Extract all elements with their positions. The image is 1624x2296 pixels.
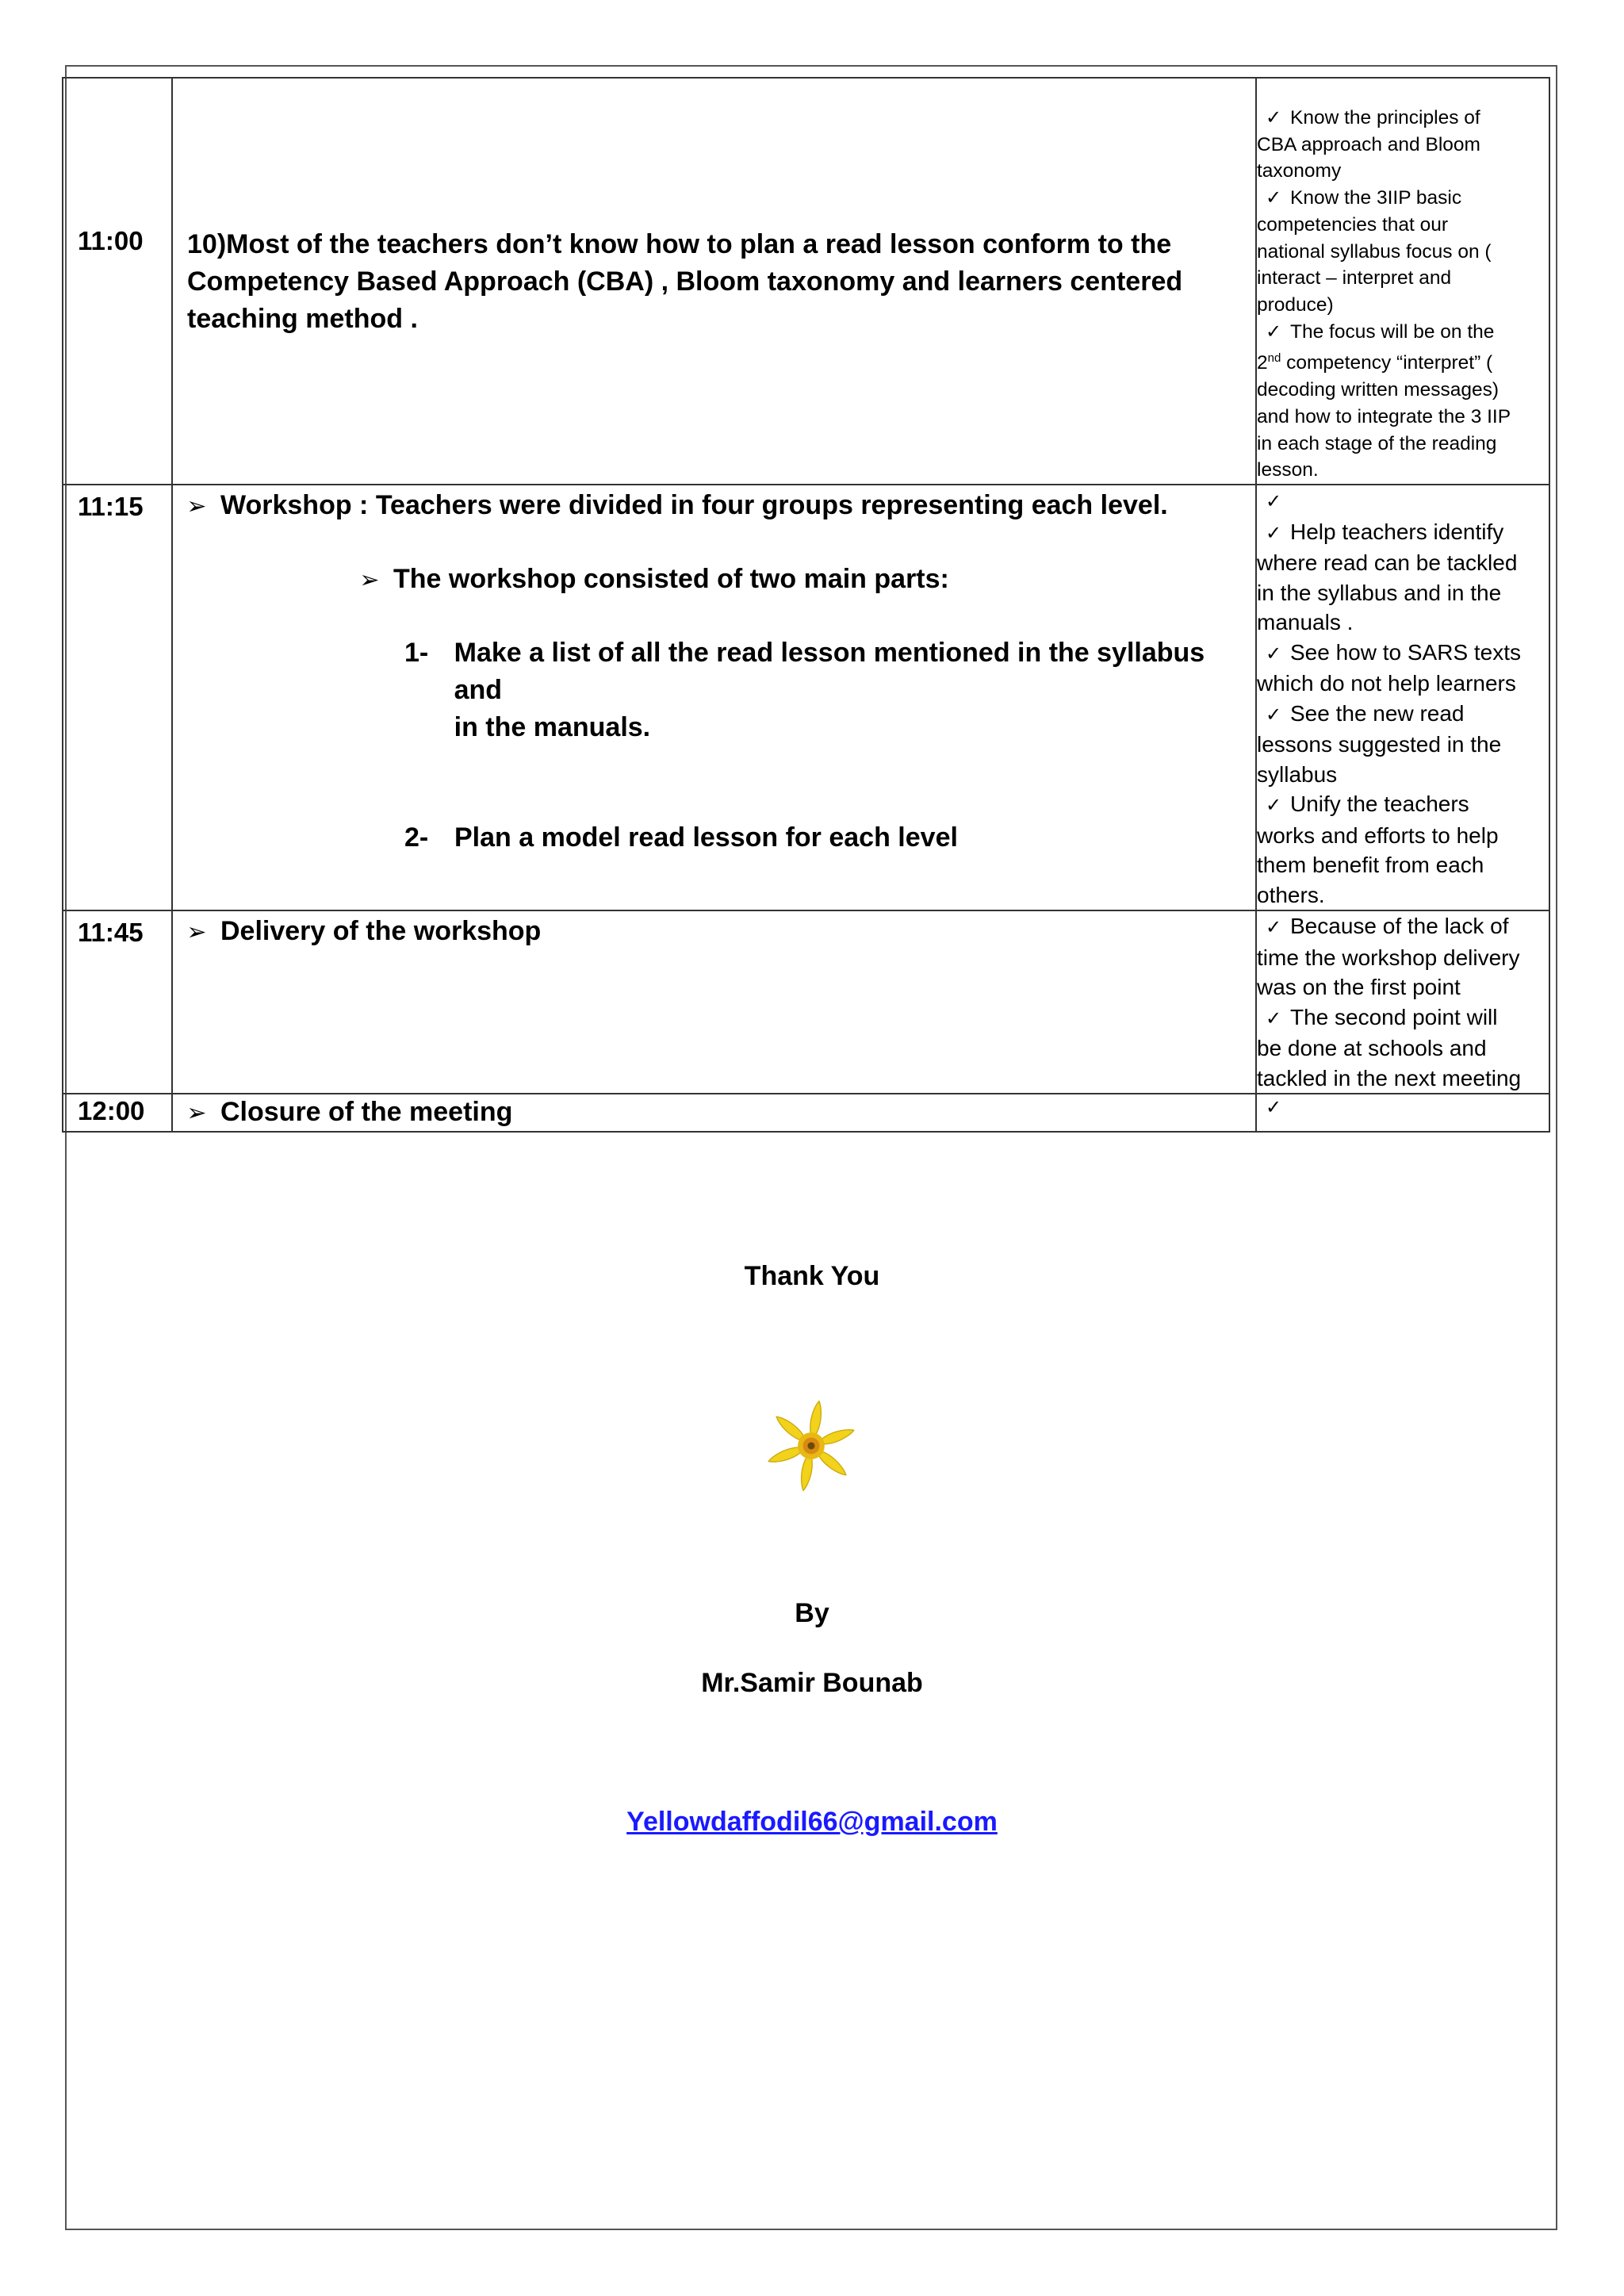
note-line: them benefit from each bbox=[1257, 853, 1484, 877]
checkmark-icon: ✓ bbox=[1265, 917, 1282, 938]
note-line: manuals . bbox=[1257, 610, 1354, 634]
note-line: competencies that our bbox=[1257, 213, 1449, 236]
time-label: 11:15 bbox=[78, 492, 144, 521]
note-line: which do not help learners bbox=[1257, 671, 1516, 696]
author-name: Mr.Samir Bounab bbox=[701, 1668, 923, 1698]
agenda-table bbox=[62, 77, 1550, 1133]
note-line: where read can be tackled bbox=[1257, 550, 1518, 575]
agenda-row-1145 bbox=[63, 910, 1549, 1094]
notes-cell bbox=[1256, 910, 1549, 1094]
activity-sub: The workshop consisted of two main parts: bbox=[393, 564, 949, 594]
note-line: in each stage of the reading bbox=[1257, 432, 1497, 454]
checkmark-icon: ✓ bbox=[1265, 1007, 1282, 1029]
note-line: Know the principles of bbox=[1290, 107, 1480, 128]
note-line: was on the first point bbox=[1257, 975, 1461, 999]
by-label: By bbox=[795, 1598, 829, 1628]
activity-line: 10)Most of the teachers don’t know how to plan a read lesson conform to the bbox=[187, 229, 1172, 259]
activity-cell bbox=[172, 910, 1256, 1094]
note-line: produce) bbox=[1257, 293, 1334, 316]
time-label: 11:45 bbox=[78, 918, 144, 947]
note-line: CBA approach and Bloom bbox=[1257, 133, 1480, 155]
checkmark-icon: ✓ bbox=[1265, 642, 1282, 665]
time-cell bbox=[63, 78, 172, 485]
arrowhead-bullet-icon: ➢ bbox=[186, 493, 207, 519]
checkmark-icon: ✓ bbox=[1265, 187, 1282, 209]
checkmark-icon: ✓ bbox=[1265, 491, 1282, 512]
activity-line: Competency Based Approach (CBA) , Bloom taxonomy and learners centered bbox=[187, 266, 1183, 297]
note-line: in the syllabus and in the bbox=[1257, 580, 1502, 605]
note-line: be done at schools and bbox=[1257, 1036, 1487, 1060]
agenda-row-1200 bbox=[63, 1094, 1549, 1132]
activity-main: Closure of the meeting bbox=[220, 1097, 513, 1127]
activity-cell bbox=[172, 1094, 1256, 1132]
note-line: works and efforts to help bbox=[1257, 822, 1499, 848]
notes-cell bbox=[1256, 78, 1549, 485]
note-line: Unify the teachers bbox=[1290, 792, 1469, 816]
arrowhead-bullet-icon: ➢ bbox=[186, 919, 207, 945]
list-item-line: Make a list of all the read lesson mentioned in the syllabus and bbox=[454, 638, 1205, 705]
time-label: 11:00 bbox=[78, 226, 144, 255]
activity-cell bbox=[172, 485, 1256, 910]
agenda-row-1115 bbox=[63, 485, 1549, 910]
ordinal-suffix: nd bbox=[1267, 351, 1281, 366]
ordinal-number: 2 bbox=[1257, 352, 1268, 374]
checkmark-icon: ✓ bbox=[1265, 703, 1282, 726]
note-line: national syllabus focus on ( bbox=[1257, 240, 1492, 263]
note-line: decoding written messages) bbox=[1257, 379, 1500, 401]
activity-cell bbox=[172, 78, 1256, 485]
arrowhead-bullet-icon: ➢ bbox=[359, 567, 380, 593]
checkmark-icon: ✓ bbox=[1265, 320, 1282, 343]
activity-main: Delivery of the workshop bbox=[220, 916, 542, 946]
note-line: competency “interpret” ( bbox=[1286, 352, 1493, 374]
email-link[interactable]: Yellowdaffodil66@gmail.com bbox=[626, 1807, 998, 1837]
checkmark-icon: ✓ bbox=[1265, 107, 1282, 128]
list-item-line: Plan a model read lesson for each level bbox=[454, 822, 958, 853]
note-line: syllabus bbox=[1257, 761, 1338, 787]
time-cell bbox=[63, 910, 172, 1094]
checkmark-icon: ✓ bbox=[1265, 795, 1282, 816]
note-line: The focus will be on the bbox=[1290, 320, 1495, 343]
note-line: interact – interpret and bbox=[1257, 267, 1452, 289]
list-number: 2- bbox=[404, 822, 429, 853]
note-line: and how to integrate the 3 IIP bbox=[1257, 405, 1511, 427]
thank-you-text: Thank You bbox=[744, 1261, 880, 1291]
time-cell bbox=[63, 485, 172, 910]
note-line: Because of the lack of bbox=[1290, 914, 1509, 938]
time-cell bbox=[63, 1094, 172, 1132]
list-number: 1- bbox=[404, 638, 429, 668]
note-line: lessons suggested in the bbox=[1257, 732, 1502, 757]
checkmark-icon: ✓ bbox=[1265, 522, 1282, 544]
list-item-line: in the manuals. bbox=[454, 712, 651, 742]
note-line: time the workshop delivery bbox=[1257, 945, 1520, 970]
time-label: 12:00 bbox=[78, 1096, 145, 1125]
note-line: The second point will bbox=[1290, 1004, 1498, 1029]
activity-line: teaching method . bbox=[187, 304, 418, 334]
note-line: Know the 3IIP basic bbox=[1290, 187, 1462, 209]
note-line: tackled in the next meeting bbox=[1257, 1065, 1522, 1091]
checkmark-icon: ✓ bbox=[1265, 1097, 1282, 1118]
arrowhead-bullet-icon: ➢ bbox=[186, 1100, 207, 1126]
note-line: others. bbox=[1257, 882, 1325, 907]
daffodil-image bbox=[760, 1394, 863, 1497]
notes-cell bbox=[1256, 485, 1549, 910]
agenda-row-1100 bbox=[63, 78, 1549, 485]
activity-main: Workshop : Teachers were divided in four groups representing each level. bbox=[220, 490, 1168, 520]
note-line: Help teachers identify bbox=[1290, 519, 1504, 544]
note-line: taxonomy bbox=[1257, 160, 1342, 182]
note-line: lesson. bbox=[1257, 459, 1319, 481]
note-line: See how to SARS texts bbox=[1290, 639, 1522, 665]
notes-cell bbox=[1256, 1094, 1549, 1132]
note-line: See the new read bbox=[1290, 700, 1465, 726]
